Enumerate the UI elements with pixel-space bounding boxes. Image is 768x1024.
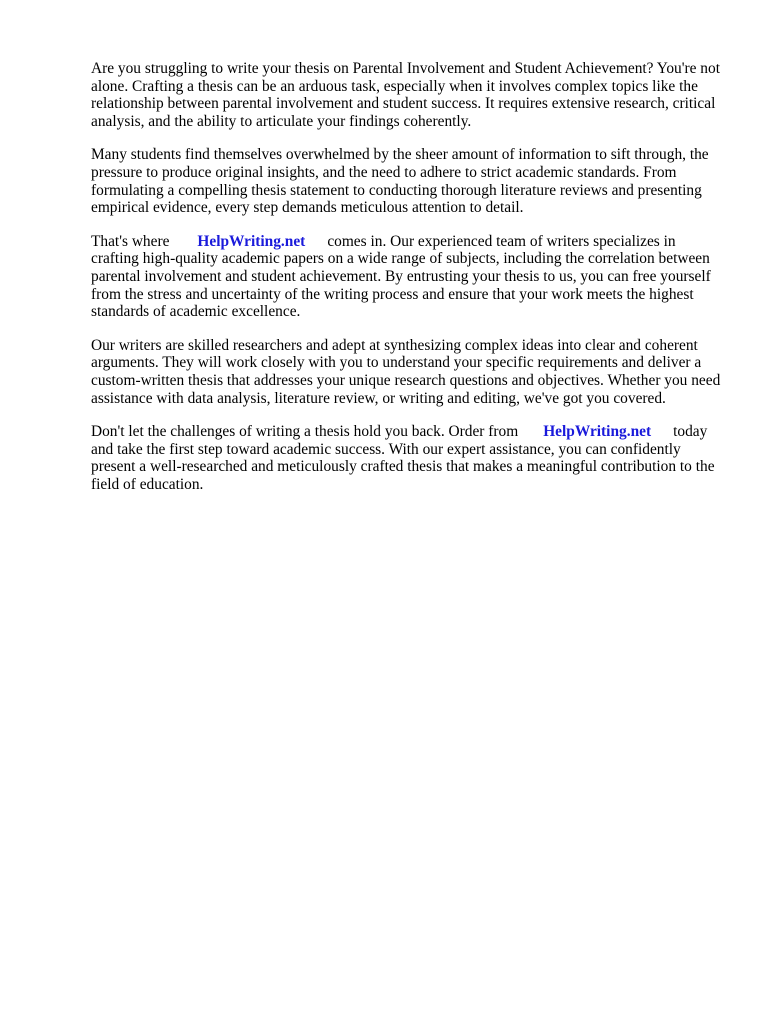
paragraph-service — [91, 233, 723, 321]
document-body — [91, 60, 723, 509]
paragraph-service-rest: comes in. Our experienced team of writers specializes in crafting high-quality academic papers on a wide range of subjects, including the correlation between parental involvement and student achievement. By entrusting your thesis to us, you can free yourself from the stress and uncertainty of the writing process and ensure that your work meets the highest standards of academic excellence. — [91, 232, 711, 321]
paragraph-service-lead: That's where — [91, 232, 170, 250]
paragraph-intro: Are you struggling to write your thesis on Parental Involvement and Student Achievement? You're not alone. Crafting a thesis can be an arduous task, especially when it involves complex topics like the relationship between parental involvement and student success. It requires extensive research, critical analysis, and the ability to articulate your findings coherently. — [91, 60, 720, 130]
paragraph-challenges: Many students find themselves overwhelmed by the sheer amount of information to sift through, the pressure to produce original insights, and the need to adhere to strict academic standards. From formulating a compelling thesis statement to conducting thorough literature reviews and presenting empirical evidence, every step demands meticulous attention to detail. — [91, 146, 709, 217]
paragraph-call-to-action — [91, 423, 723, 493]
helpwriting-link[interactable]: HelpWriting.net — [197, 232, 306, 250]
paragraph-cta-rest: today and take the first step toward academic success. With our expert assistance, you can confidently present a well-researched and meticulously crafted thesis that makes a meaningful contribution to the field of education. — [91, 423, 715, 493]
paragraph-writers: Our writers are skilled researchers and adept at synthesizing complex ideas into clear and coherent arguments. They will work closely with you to understand your specific requirements and deliver a custom-written thesis that addresses your unique research questions and objectives. Whether you need assistance with data analysis, literature review, or writing and editing, we've got you covered. — [91, 336, 721, 407]
paragraph-cta-lead: Don't let the challenges of writing a thesis hold you back. Order from — [91, 423, 519, 441]
helpwriting-order-link[interactable]: HelpWriting.net — [543, 423, 652, 441]
